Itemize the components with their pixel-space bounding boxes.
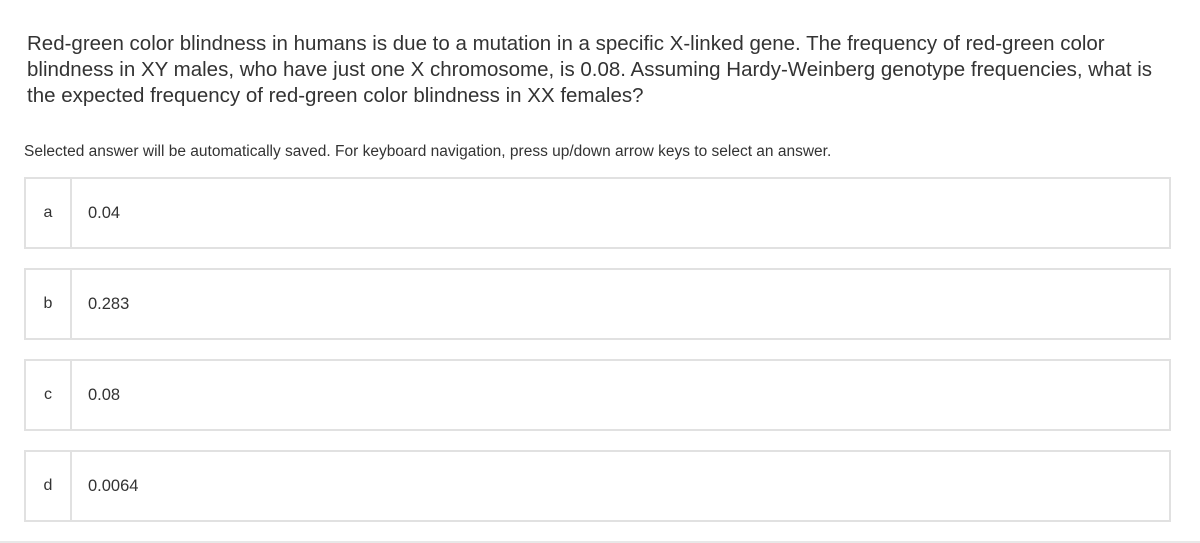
answer-letter: c <box>26 361 72 429</box>
answer-value: 0.04 <box>88 203 121 222</box>
answer-option-b[interactable] <box>24 268 1171 340</box>
answer-options-list <box>24 177 1171 541</box>
answer-option-a[interactable] <box>24 177 1171 249</box>
answer-value: 0.0064 <box>88 476 139 495</box>
answer-instructions: Selected answer will be automatically saved. For keyboard navigation, press up/down arrow keys to select an answer. <box>24 143 832 160</box>
answer-letter: a <box>26 179 72 247</box>
question-text: Red-green color blindness in humans is due to a mutation in a specific X-linked gene. The frequency of red-green color blindness in XY males, who have just one X chromosome, is 0.08. Assuming Hardy-Weinberg genotype frequencies, what is the expected frequency of red-green color blindness in XX females? <box>27 32 1153 107</box>
answer-value: 0.283 <box>88 294 130 313</box>
answer-option-d[interactable] <box>24 450 1171 522</box>
answer-letter: b <box>26 270 72 338</box>
answer-value: 0.08 <box>88 385 121 404</box>
answer-letter: d <box>26 452 72 520</box>
answer-option-c[interactable] <box>24 359 1171 431</box>
